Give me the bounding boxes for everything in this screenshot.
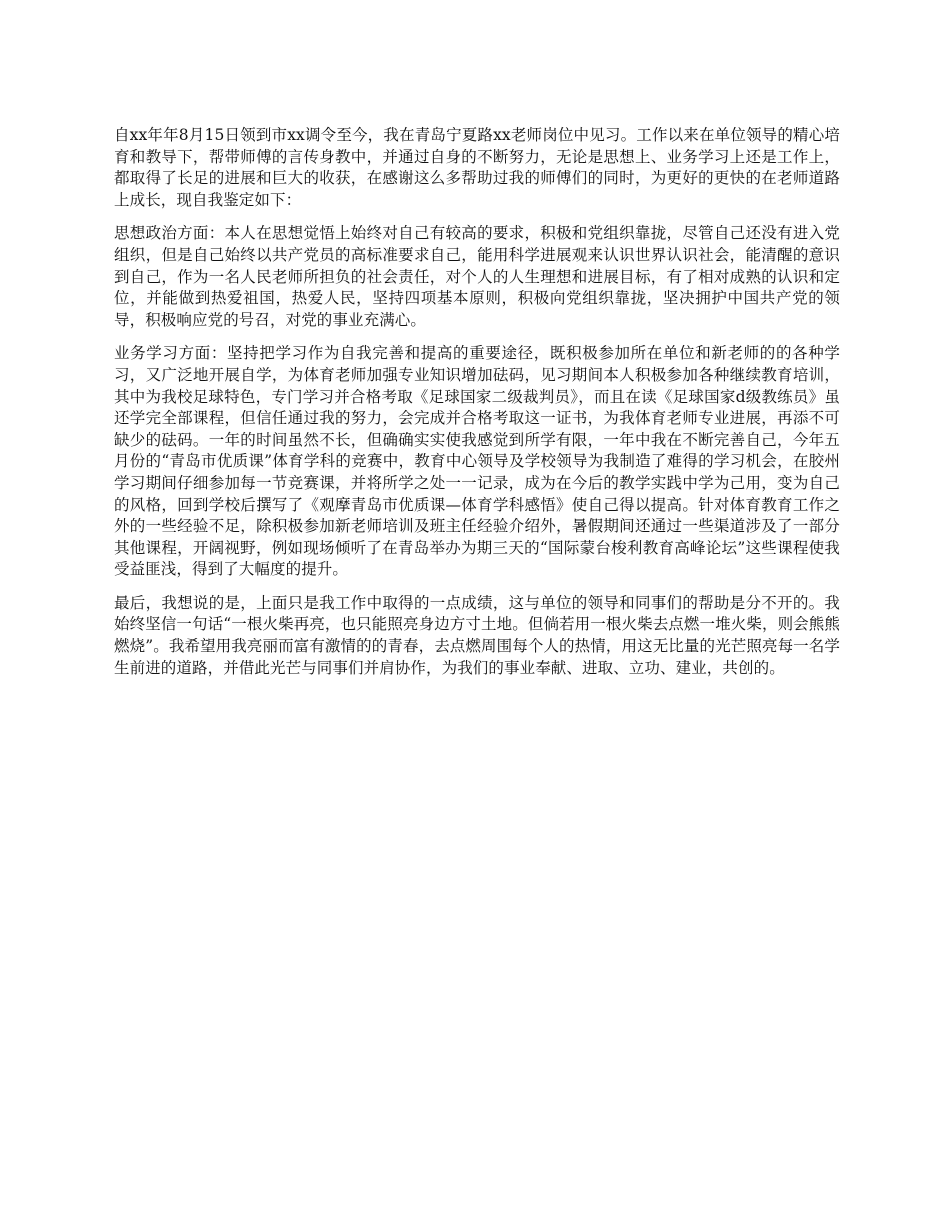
political-paragraph: 思想政治方面：本人在思想觉悟上始终对自己有较高的要求，积极和党组织靠拢，尽管自己还没有进入党组织，但是自己始终以共产党员的高标准要求自己，能用科学进展观来认识世界认识社会，能清醒的意识到自己，作为一名人民老师所担负的社会责任，对个人的人生理想和进展目标，有了相对成熟的认识和定位，并能做到热爱祖国，热爱人民，坚持四项基本原则，积极向党组织靠拢，坚决拥护中国共产党的领导，积极响应党的号召，对党的事业充满心。: [114, 224, 840, 329]
document-body: [114, 125, 840, 691]
intro-paragraph: 自xx年年8月15日领到市xx调令至今，我在青岛宁夏路xx老师岗位中见习。工作以来在单位领导的精心培育和教导下，帮带师傅的言传身教中，并通过自身的不断努力，无论是思想上、业务学习上还是工作上，都取得了长足的进展和巨大的收获，在感谢这么多帮助过我的师傅们的同时，为更好的更快的在老师道路上成长，现自我鉴定如下：: [114, 126, 840, 209]
conclusion-paragraph: 最后，我想说的是，上面只是我工作中取得的一点成绩，这与单位的领导和同事们的帮助是分不开的。我始终坚信一句话“一根火柴再亮，也只能照亮身边方寸土地。但倘若用一根火柴去点燃一堆火柴，则会熊熊燃烧”。我希望用我亮丽而富有激情的的青春，去点燃周围每个人的热情，用这无比量的光芒照亮每一名学生前进的道路，并借此光芒与同事们并肩协作，为我们的事业奉献、进取、立功、建业，共创的。: [114, 593, 840, 677]
study-paragraph: 业务学习方面：坚持把学习作为自我完善和提高的重要途径，既积极参加所在单位和新老师的的各种学习，又广泛地开展自学，为体育老师加强专业知识增加砝码，见习期间本人积极参加各种继续教育培训，其中为我校足球特色，专门学习并合格考取《足球国家二级裁判员》，而且在读《足球国家d级教练员》虽还学完全部课程，但信任通过我的努力，会完成并合格考取这一证书，为我体育老师专业进展，再添不可缺少的砝码。一年的时间虽然不长，但确确实实使我感觉到所学有限，一年中我在不断完善自己，今年五月份的“青岛市优质课”体育学科的竞赛中，教育中心领导及学校领导为我制造了难得的学习机会，在胶州学习期间仔细参加每一节竞赛课，并将所学之处一一记录，成为在今后的教学实践中学为己用，变为自己的风格，回到学校后撰写了《观摩青岛市优质课—体育学科感悟》使自己得以提高。针对体育教育工作之外的一些经验不足，除积极参加新老师培训及班主任经验介绍外，暑假期间还通过一些渠道涉及了一部分其他课程，开阔视野，例如现场倾听了在青岛举办为期三天的“国际蒙台梭利教育高峰论坛”这些课程使我受益匪浅，得到了大幅度的提升。: [114, 344, 840, 579]
